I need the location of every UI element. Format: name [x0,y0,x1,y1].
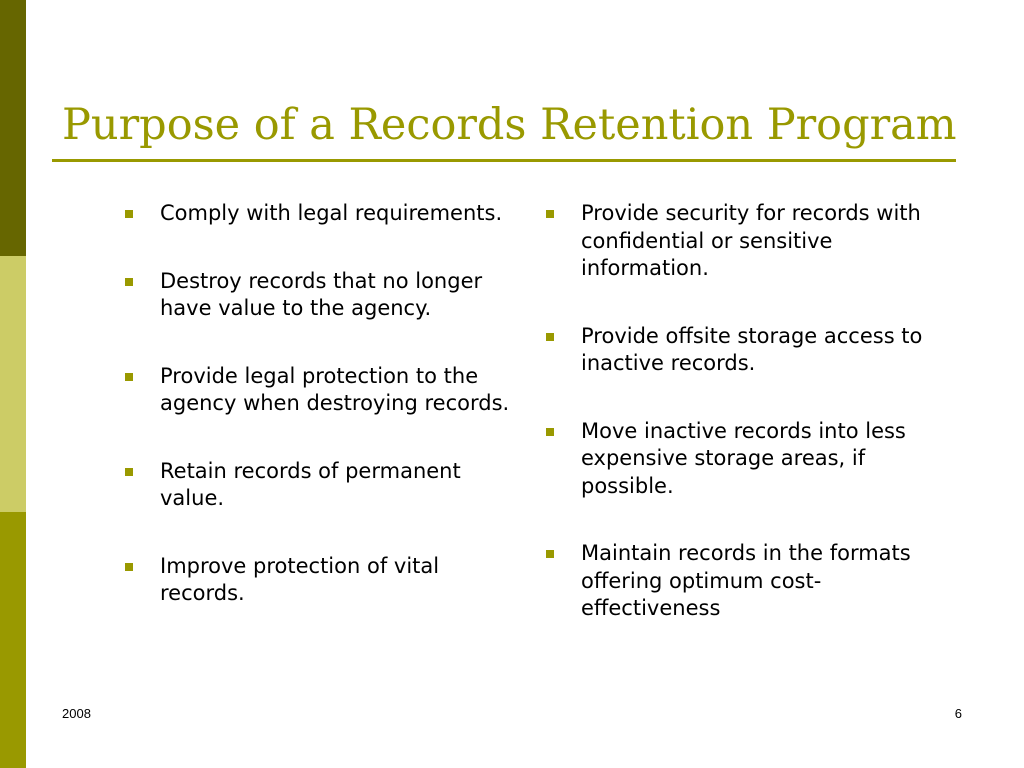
list-item [122,458,512,513]
bullet-text: Move inactive records into less expensive storage areas, if possible. [581,418,906,498]
list-item [543,540,943,623]
square-bullet-icon [125,563,133,571]
side-bar-light [0,256,26,512]
square-bullet-icon [546,550,554,558]
bullet-text: Provide security for records with confidential or sensitive information. [581,201,921,280]
list-item [543,418,943,501]
title-underline [52,159,956,162]
bullet-text: Retain records of permanent value. [160,458,461,510]
bullet-text: Maintain records in the formats offering optimum cost-effectiveness [581,541,911,620]
bullet-text: Comply with legal requirements. [160,201,503,225]
list-item [122,363,512,418]
list-item [122,200,512,228]
left-bullet-list [122,200,512,648]
side-bar-dark [0,0,26,256]
list-item [122,268,512,323]
square-bullet-icon [125,373,133,381]
slide-title: Purpose of a Records Retention Program [62,100,957,150]
square-bullet-icon [546,333,554,341]
square-bullet-icon [546,428,554,436]
list-item [122,553,512,608]
square-bullet-icon [125,278,133,286]
list-item [543,200,943,283]
bullet-text: Provide legal protection to the agency when destroying records. [160,363,510,415]
side-bar-mid [0,512,26,768]
bullet-text: Improve protection of vital records. [160,553,440,605]
square-bullet-icon [546,210,554,218]
footer-date: 2008 [62,706,91,721]
page-number: 6 [954,706,962,721]
list-item [543,323,943,378]
square-bullet-icon [125,468,133,476]
right-bullet-list [543,200,943,663]
square-bullet-icon [125,210,133,218]
bullet-text: Destroy records that no longer have value to the agency. [160,268,483,320]
bullet-text: Provide offsite storage access to inactive records. [581,323,923,375]
